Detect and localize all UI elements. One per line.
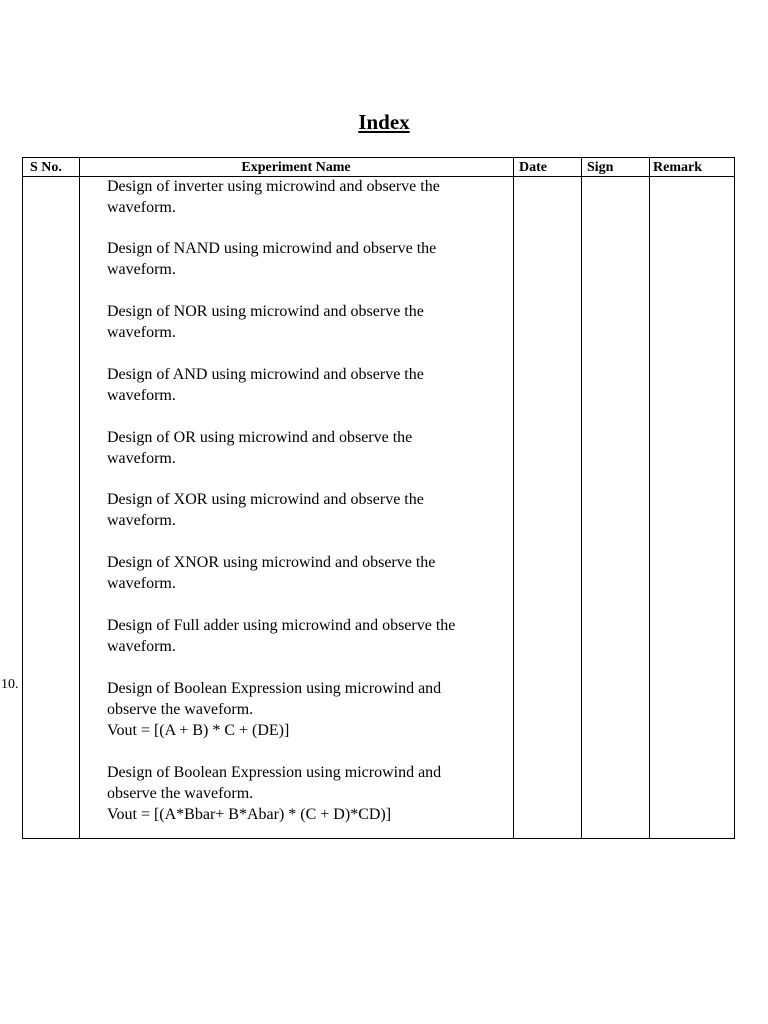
experiment-text: Design of NOR using microwind and observe the	[107, 303, 424, 320]
experiment-text: Design of XNOR using microwind and observe the	[107, 554, 436, 571]
column-divider-name	[513, 158, 514, 838]
experiment-text: Design of AND using microwind and observe the	[107, 366, 424, 383]
experiment-text: Design of inverter using microwind and observe the	[107, 178, 440, 195]
experiment-text: Design of Boolean Expression using microwind and	[107, 764, 442, 781]
experiment-entry	[107, 762, 507, 825]
experiment-entry	[107, 364, 507, 406]
experiment-entry	[107, 552, 507, 594]
experiment-text: waveform.	[107, 575, 176, 592]
serial-number-label: 10.	[1, 677, 19, 692]
column-divider-sign	[649, 158, 650, 838]
column-divider-sno	[79, 158, 80, 838]
header-sno: S No.	[30, 160, 62, 175]
experiment-text: observe the waveform.	[107, 701, 254, 718]
experiment-list	[107, 176, 507, 825]
experiment-text: waveform.	[107, 512, 176, 529]
experiment-text: Vout = [(A*Bbar+ B*Abar) * (C + D)*CD)]	[107, 806, 392, 823]
experiment-text: Vout = [(A + B) * C + (DE)]	[107, 722, 290, 739]
header-sign: Sign	[587, 160, 614, 175]
column-divider-date	[581, 158, 582, 838]
experiment-entry	[107, 615, 507, 657]
experiment-entry	[107, 489, 507, 531]
experiment-text: Design of OR using microwind and observe the	[107, 429, 413, 446]
experiment-entry	[107, 301, 507, 343]
experiment-text: Design of NAND using microwind and observe the	[107, 240, 437, 257]
experiment-entry	[107, 678, 507, 741]
experiment-entry	[107, 176, 507, 218]
experiment-text: waveform.	[107, 638, 176, 655]
experiment-text: Design of Full adder using microwind and observe the	[107, 617, 456, 634]
experiment-text: waveform.	[107, 324, 176, 341]
experiment-text: waveform.	[107, 387, 176, 404]
header-experiment-name: Experiment Name	[241, 160, 351, 175]
experiment-text: observe the waveform.	[107, 785, 254, 802]
header-date: Date	[519, 160, 547, 175]
experiment-entry	[107, 238, 507, 280]
page-title: Index	[358, 110, 410, 134]
experiment-text: Design of Boolean Expression using microwind and	[107, 680, 442, 697]
experiment-text: Design of XOR using microwind and observe the	[107, 491, 424, 508]
experiment-text: waveform.	[107, 261, 176, 278]
experiment-text: waveform.	[107, 199, 176, 216]
experiment-entry	[107, 427, 507, 469]
experiment-text: waveform.	[107, 450, 176, 467]
header-remark: Remark	[653, 160, 702, 175]
